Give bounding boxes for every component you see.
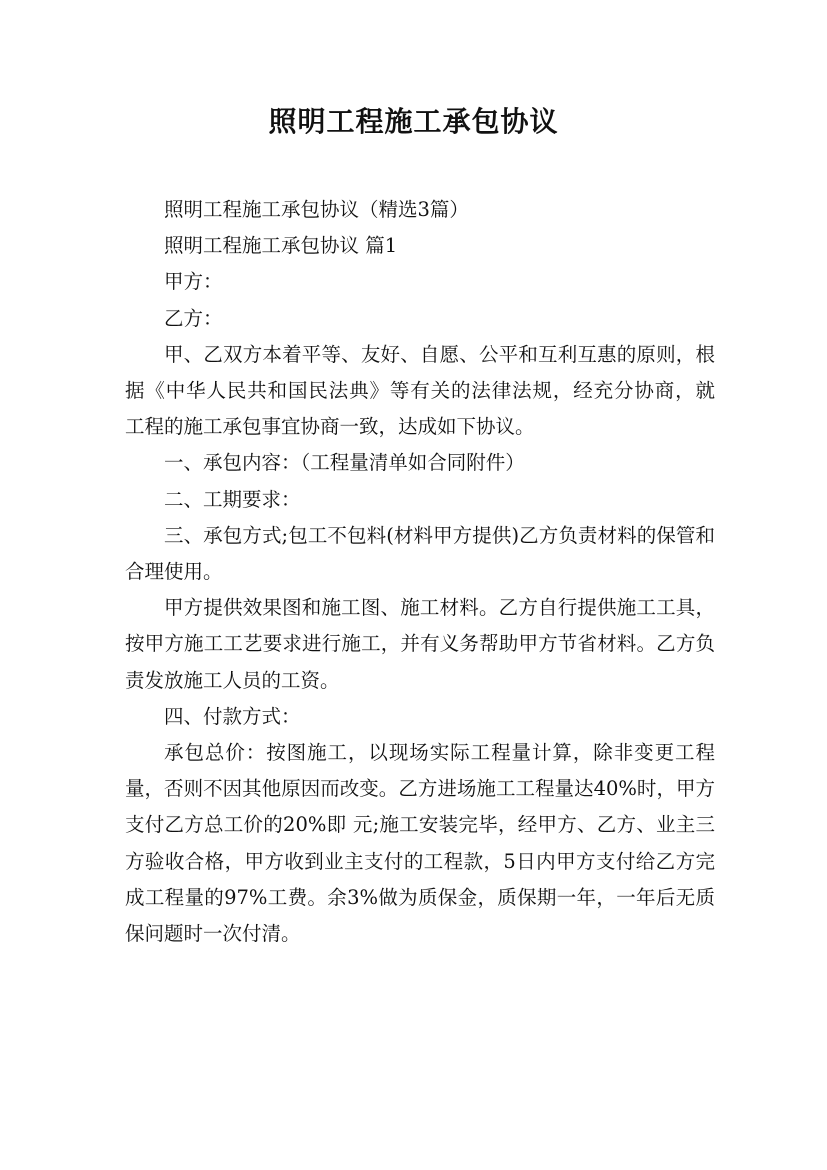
clause-3: 三、承包方式;包工不包料(材料甲方提供)乙方负责材料的保管和合理使用。 [125, 523, 715, 584]
subtitle-line: 照明工程施工承包协议（精选3篇） [164, 198, 469, 221]
section-heading: 照明工程施工承包协议 篇1 [164, 234, 398, 258]
clause-4: 四、付款方式： [164, 704, 301, 728]
clause-3-detail: 甲方提供效果图和施工图、施工材料。乙方自行提供施工工具，按甲方施工工艺要求进行施工，并有义务帮助甲方节省材料。乙方负责发放施工人员的工资。 [125, 596, 715, 692]
clause-4-detail: 承包总价：按图施工，以现场实际工程量计算，除非变更工程量，否则不因其他原因而改变。乙方进场施工工程量达40%时，甲方支付乙方总工价的20%即 元;施工安装完毕，经甲方、乙方、业主三方验收合格，甲方收到业主支付的工程款，5日内甲方支付给乙方完成工程量的97%工费。余3%做为质保金，质保期一年，一年后无质保问题时一次付清。 [125, 741, 715, 946]
document-body [125, 192, 715, 952]
preamble-paragraph: 甲、乙双方本着平等、友好、自愿、公平和互利互惠的原则，根据《中华人民共和国民法典》等有关的法律法规，经充分协商，就 工程的施工承包事宜协商一致，达成如下协议。 [125, 342, 715, 439]
clause-1: 一、承包内容：（工程量清单如合同附件） [164, 451, 525, 475]
party-a-line: 甲方： [164, 270, 223, 294]
document-title: 照明工程施工承包协议 [268, 105, 559, 138]
clause-2: 二、工期要求： [164, 487, 301, 511]
party-b-line: 乙方： [164, 306, 223, 330]
